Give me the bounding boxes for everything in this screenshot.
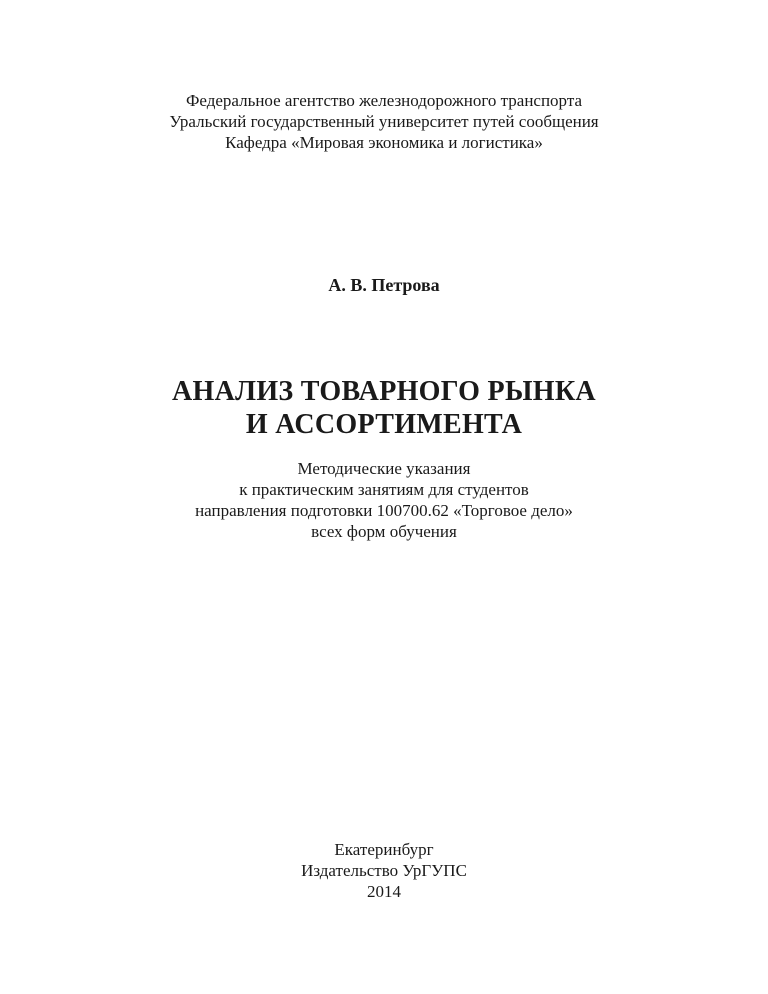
institution-header — [0, 90, 768, 153]
agency-name: Федеральное агентство железнодорожного транспорта — [185, 91, 583, 110]
author-name: А. В. Петрова — [328, 275, 440, 295]
imprint-year: 2014 — [367, 882, 401, 901]
subtitle-line-4: всех форм обучения — [311, 522, 457, 541]
subtitle-line-3: направления подготовки 100700.62 «Торговое дело» — [195, 501, 573, 520]
department-name: Кафедра «Мировая экономика и логистика» — [225, 133, 543, 152]
imprint-city: Екатеринбург — [334, 840, 434, 859]
subtitle-line-2: к практическим занятиям для студентов — [239, 480, 529, 499]
document-title — [0, 375, 768, 441]
university-name: Уральский государственный университет путей сообщения — [169, 112, 599, 131]
imprint-publisher: Издательство УрГУПС — [301, 861, 467, 880]
title-line-2: И АССОРТИМЕНТА — [245, 409, 523, 440]
publication-imprint — [0, 839, 768, 902]
subtitle-line-1: Методические указания — [297, 459, 471, 478]
document-subtitle — [0, 458, 768, 542]
title-line-1: АНАЛИЗ ТОВАРНОГО РЫНКА — [172, 376, 596, 407]
